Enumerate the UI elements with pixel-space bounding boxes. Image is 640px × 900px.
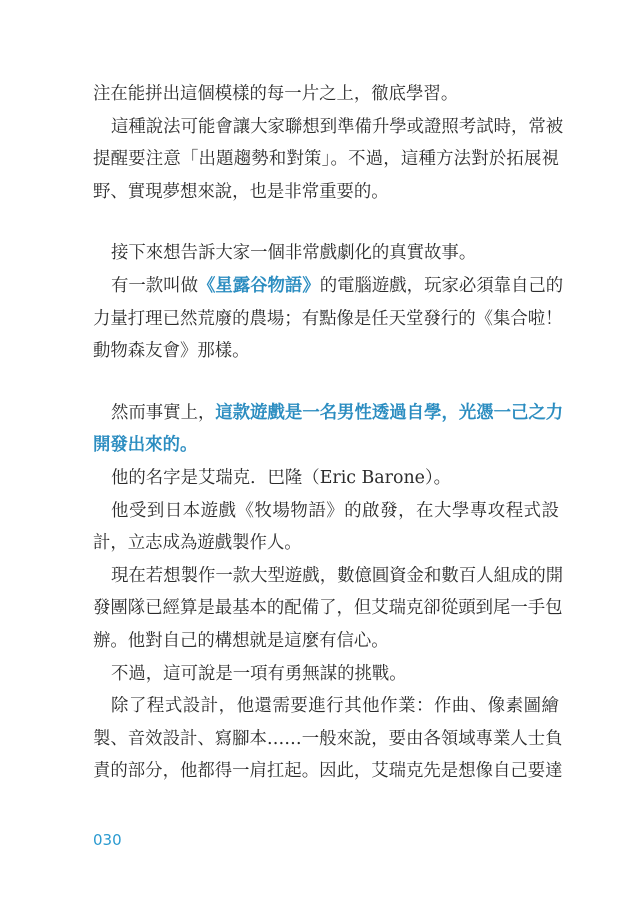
- text-segment: 計，立志成為遊戲製作人。: [93, 533, 302, 554]
- text-segment: 除了程式設計，他還需要進行其他作業：作曲、像素圖繪: [111, 696, 559, 717]
- text-line: [93, 78, 559, 111]
- text-line: [93, 723, 563, 756]
- text-segment: 辦。他對自己的構想就是這麼有信心。: [93, 630, 389, 651]
- text-line: [93, 592, 563, 625]
- text-segment: 然而事實上，: [111, 402, 216, 423]
- text-line: [93, 303, 563, 336]
- text-segment: 發團隊已經算是最基本的配備了，但艾瑞克卻從頭到尾一手包: [93, 598, 563, 619]
- text-line: [93, 143, 559, 176]
- text-line: [93, 560, 564, 593]
- text-line: [93, 176, 559, 209]
- text-segment: 製、音效設計、寫腳本……一般來說，要由各領域專業人士負: [93, 728, 563, 749]
- text-segment: 動物森友會》那樣。: [93, 341, 250, 362]
- highlighted-text: 這款遊戲是一名男性透過自學，光憑一己之力: [215, 402, 564, 423]
- text-segment: 提醒要注意「出題趨勢和對策」。不過，這種方法對於拓展視: [93, 149, 559, 170]
- page-number: 030: [93, 831, 122, 849]
- text-line: [93, 237, 559, 270]
- text-line: [93, 429, 559, 462]
- text-segment: 注在能拼出這個模樣的每一片之上，徹底學習。: [93, 84, 459, 104]
- text-line: [93, 625, 559, 658]
- text-line: [93, 397, 564, 430]
- text-segment: 接下來想告訴大家一個非常戲劇化的真實故事。: [111, 243, 477, 264]
- text-line: [93, 495, 559, 528]
- text-segment: 的電腦遊戲，玩家必須靠自己的: [319, 275, 564, 296]
- text-segment: 他受到日本遊戲《牧場物語》的啟發，在大學專攻程式設: [111, 500, 559, 521]
- text-segment: 現在若想製作一款大型遊戲，數億圓資金和數百人組成的開: [111, 565, 564, 586]
- body-text: [93, 78, 564, 788]
- text-segment: 這種說法可能會讓大家聯想到準備升學或證照考試時，常被: [111, 116, 564, 137]
- text-segment: 責的部分，他都得一肩扛起。因此，艾瑞克先是想像自己要達: [93, 761, 563, 782]
- highlighted-text: 開發出來的。: [93, 435, 198, 456]
- text-line: [93, 462, 559, 495]
- text-line: [93, 527, 559, 560]
- highlighted-title: 《星露谷物語》: [197, 275, 320, 296]
- text-line: [93, 111, 564, 144]
- text-line: [93, 270, 564, 303]
- text-segment: 力量打理已然荒廢的農場；有點像是任天堂發行的《集合啦！: [93, 308, 563, 329]
- text-segment: 野、實現夢想來說，也是非常重要的。: [93, 181, 389, 202]
- text-line: [93, 690, 559, 723]
- text-line: [93, 658, 559, 691]
- text-segment: 有一款叫做: [111, 275, 198, 296]
- text-segment: 他的名字是艾瑞克．巴隆（Eric Barone）。: [111, 467, 452, 488]
- text-line: [93, 335, 559, 368]
- text-segment: 不過，這可說是一項有勇無謀的挑戰。: [111, 663, 407, 684]
- text-line: [93, 755, 563, 788]
